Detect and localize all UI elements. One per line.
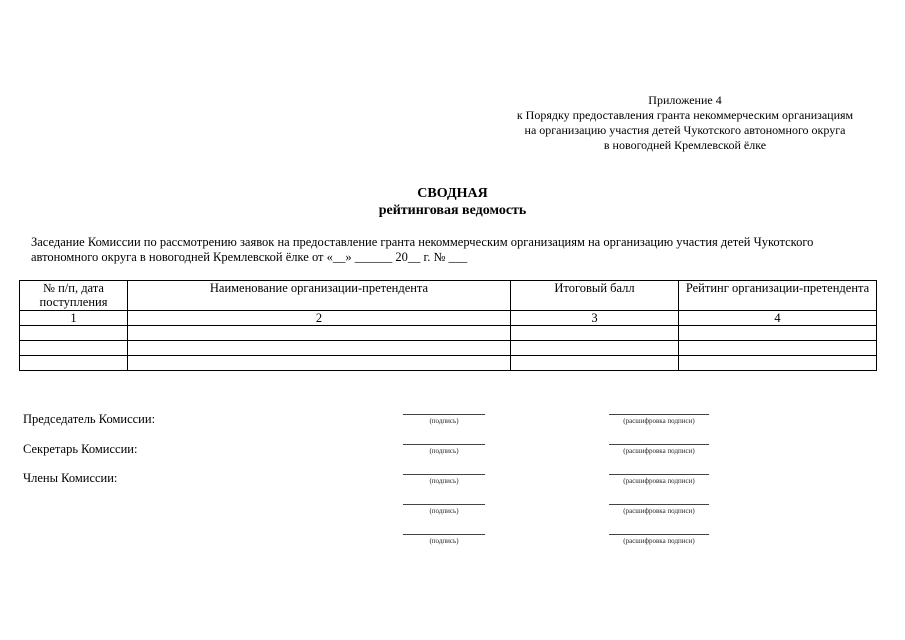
secretary-label: Секретарь Комиссии: — [23, 442, 138, 456]
col-number: 4 — [679, 311, 877, 326]
table-cell — [20, 326, 128, 341]
table-cell — [679, 341, 877, 356]
decoding-caption: (расшифровка подписи) — [623, 417, 695, 425]
signature-caption: (подпись) — [429, 507, 459, 515]
signature-caption: (подпись) — [429, 537, 459, 545]
table-row — [20, 341, 877, 356]
table-row — [20, 356, 877, 371]
col-header-total-score: Итоговый балл — [511, 281, 679, 311]
appendix-header — [480, 93, 890, 153]
decoding-line — [609, 414, 709, 415]
signature-line — [403, 444, 485, 445]
intro-line-2: автономного округа в новогодней Кремлевской ёлке от «__» ______ 20__ г. № ___ — [31, 250, 468, 264]
col-number: 1 — [20, 311, 128, 326]
table-cell — [128, 326, 511, 341]
table-numbering-row — [20, 311, 877, 326]
decoding-caption: (расшифровка подписи) — [623, 477, 695, 485]
decoding-caption: (расшифровка подписи) — [623, 537, 695, 545]
members-label: Члены Комиссии: — [23, 471, 118, 485]
appendix-line: в новогодней Кремлевской ёлке — [603, 138, 767, 152]
decoding-line — [609, 474, 709, 475]
table-cell — [511, 356, 679, 371]
decoding-caption: (расшифровка подписи) — [623, 507, 695, 515]
appendix-line: Приложение 4 — [648, 93, 722, 107]
title-line-2: рейтинговая ведомость — [378, 203, 527, 218]
table-cell — [128, 356, 511, 371]
meeting-intro — [31, 235, 881, 265]
decoding-caption: (расшифровка подписи) — [623, 447, 695, 455]
document-title — [0, 185, 905, 219]
appendix-line: на организацию участия детей Чукотского автономного округа — [524, 123, 846, 137]
table-cell — [679, 326, 877, 341]
signature-caption: (подпись) — [429, 447, 459, 455]
signature-line — [403, 504, 485, 505]
signature-line — [403, 534, 485, 535]
title-line-1: СВОДНАЯ — [417, 186, 488, 201]
appendix-line: к Порядку предоставления гранта некоммерческим организациям — [516, 108, 854, 122]
chairman-label: Председатель Комиссии: — [23, 412, 156, 426]
table-cell — [511, 326, 679, 341]
signature-caption: (подпись) — [429, 417, 459, 425]
signature-line — [403, 414, 485, 415]
col-header-organization: Наименование организации-претендента — [128, 281, 511, 311]
decoding-line — [609, 534, 709, 535]
decoding-line — [609, 504, 709, 505]
col-header-number-date: № п/п, дата поступления — [20, 281, 128, 311]
table-cell — [128, 341, 511, 356]
rating-table — [19, 280, 877, 371]
signature-line — [403, 474, 485, 475]
table-cell — [679, 356, 877, 371]
table-cell — [20, 356, 128, 371]
table-cell — [20, 341, 128, 356]
intro-line-1: Заседание Комиссии по рассмотрению заявок на предоставление гранта некоммерческим организациям на организацию участия детей Чукотского — [31, 235, 814, 249]
col-header-rating: Рейтинг организации-претендента — [679, 281, 877, 311]
signature-caption: (подпись) — [429, 477, 459, 485]
decoding-line — [609, 444, 709, 445]
table-row — [20, 326, 877, 341]
col-number: 2 — [128, 311, 511, 326]
col-number: 3 — [511, 311, 679, 326]
table-header-row — [20, 281, 877, 311]
table-cell — [511, 341, 679, 356]
